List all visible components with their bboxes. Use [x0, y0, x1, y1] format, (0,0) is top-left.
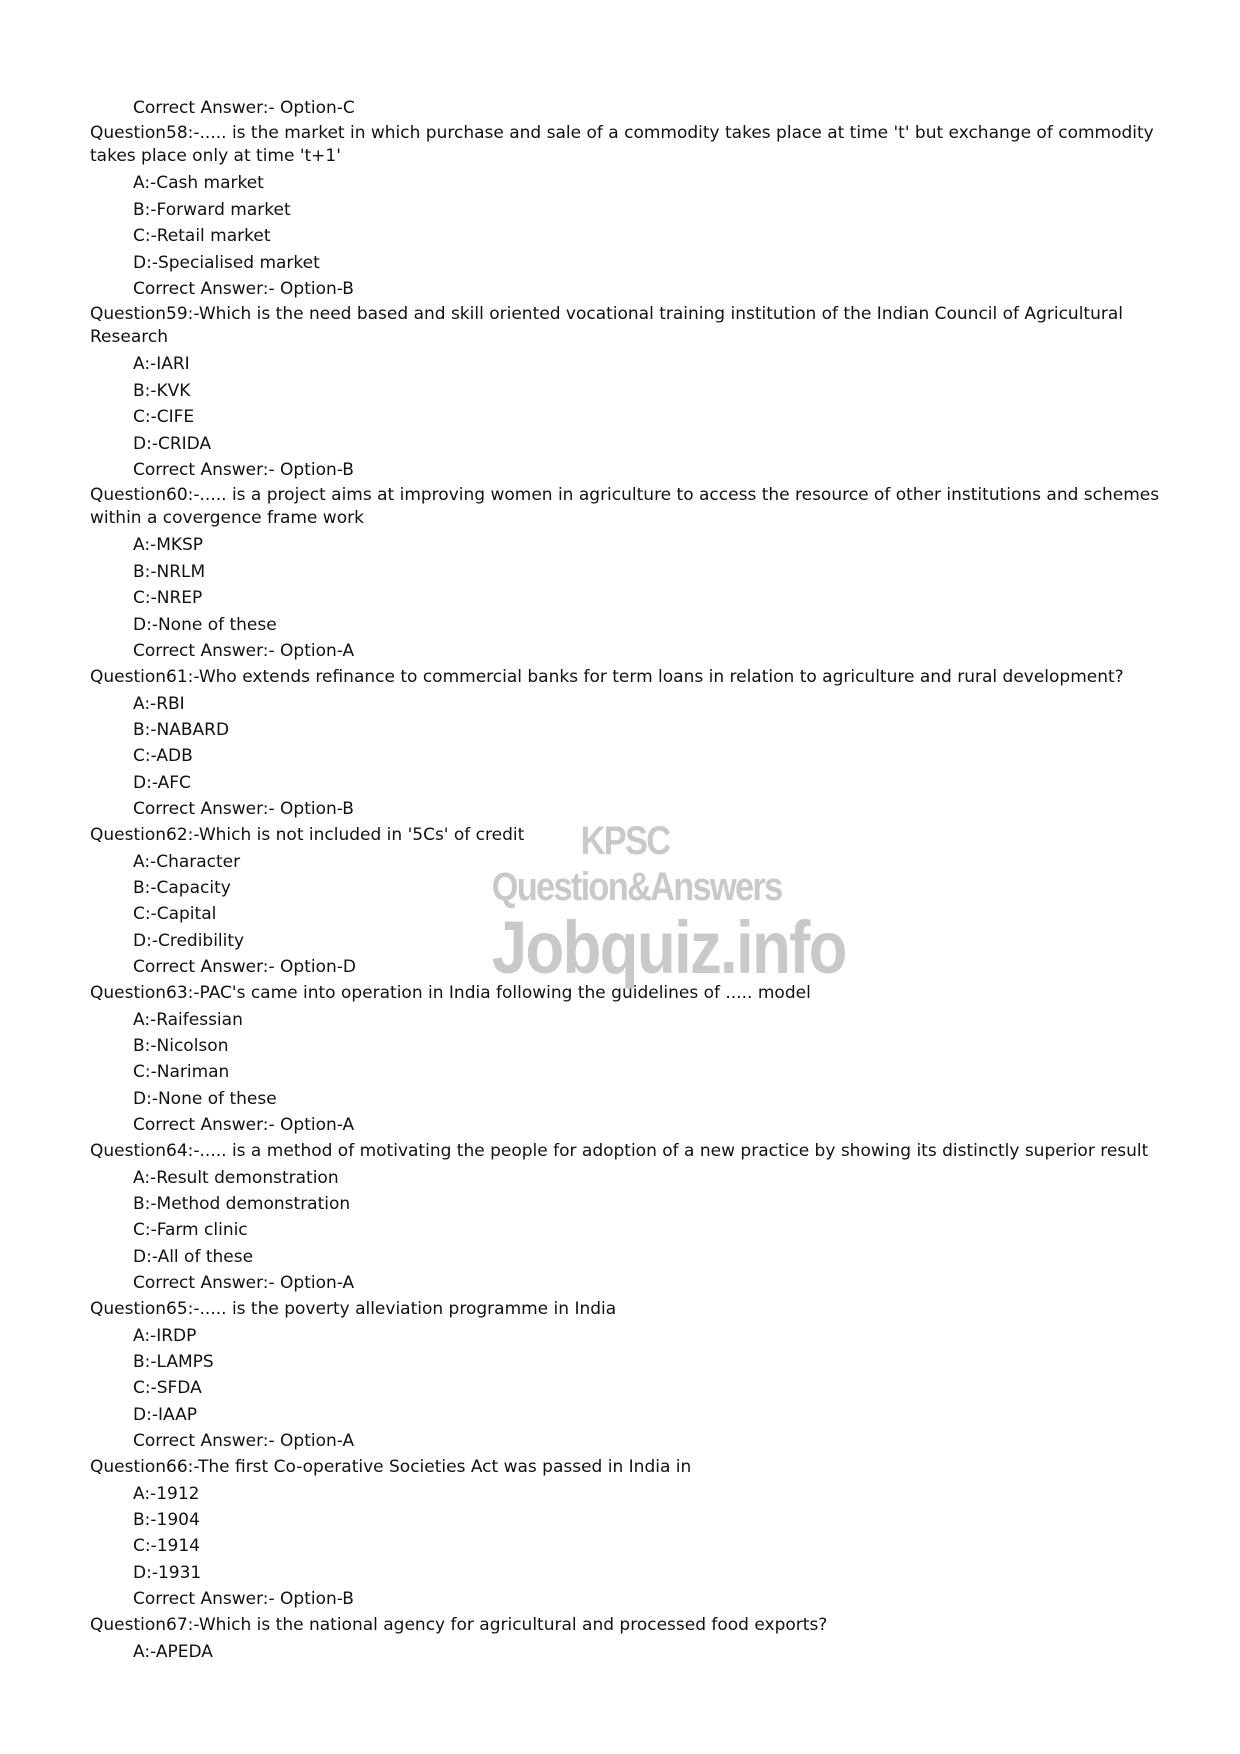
option-c: C:-Nariman	[133, 1062, 230, 1083]
correct-answer: Correct Answer:- Option-A	[133, 1115, 355, 1136]
option-d: D:-None of these	[133, 1088, 277, 1109]
option-d: D:-Credibility	[133, 930, 245, 951]
option-a: A:-Raifessian	[133, 1009, 243, 1030]
option-a: A:-IARI	[133, 354, 190, 375]
option-a: A:-MKSP	[133, 535, 204, 556]
question-text: Question66:-The first Co-operative Societies Act was passed in India in	[90, 1456, 692, 1477]
correct-answer: Correct Answer:- Option-B	[133, 279, 354, 300]
option-c: C:-SFDA	[133, 1378, 202, 1399]
question-text: Question58:-..... is the market in which purchase and sale of a commodity takes place at time 't' but exchange of commodity takes place only at time 't+1'	[90, 123, 1154, 167]
question-text: Question59:-Which is the need based and skill oriented vocational training institution of the Indian Council of Agricultural Research	[90, 304, 1123, 348]
option-d: D:-All of these	[133, 1246, 254, 1267]
option-c: C:-Retail market	[133, 226, 271, 247]
option-a: A:-Character	[133, 851, 241, 872]
correct-answer: Correct Answer:- Option-A	[133, 1431, 355, 1452]
watermark-line1: KPSC Question&Answers	[491, 819, 782, 909]
option-c: C:-Capital	[133, 904, 217, 925]
question-text: Question64:-..... is a method of motivating the people for adoption of a new practice by showing its distinctly superior result	[90, 1140, 1149, 1161]
option-a: A:-Cash market	[133, 173, 264, 194]
option-a: A:-APEDA	[133, 1641, 213, 1662]
option-b: B:-KVK	[133, 380, 191, 401]
option-b: B:-Capacity	[133, 877, 231, 898]
option-d: D:-1931	[133, 1562, 202, 1583]
option-b: B:-Forward market	[133, 199, 291, 220]
question-text: Question61:-Who extends refinance to commercial banks for term loans in relation to agriculture and rural development?	[90, 666, 1124, 687]
question-text: Question63:-PAC's came into operation in India following the guidelines of ..... model	[90, 982, 811, 1003]
option-b: B:-Method demonstration	[133, 1194, 351, 1214]
option-b: B:-LAMPS	[133, 1352, 214, 1373]
correct-answer: Correct Answer:- Option-B	[133, 1589, 354, 1610]
question-page	[90, 95, 1170, 1665]
option-d: D:-IAAP	[133, 1404, 197, 1425]
correct-answer: Correct Answer:- Option-A	[133, 641, 355, 662]
question-text: Question65:-..... is the poverty alleviation programme in India	[90, 1298, 617, 1319]
option-c: C:-ADB	[133, 746, 193, 767]
option-c: C:-1914	[133, 1536, 200, 1557]
option-d: D:-None of these	[133, 614, 277, 635]
correct-answer: Correct Answer:- Option-B	[133, 460, 354, 481]
correct-answer: Correct Answer:- Option-D	[133, 957, 356, 978]
question-text: Question62:-Which is not included in '5Cs' of credit	[90, 824, 525, 845]
option-d: D:-CRIDA	[133, 433, 212, 454]
option-c: C:-CIFE	[133, 407, 195, 428]
option-d: D:-Specialised market	[133, 252, 320, 273]
question-text: Question67:-Which is the national agency for agricultural and processed food exports?	[90, 1614, 828, 1635]
correct-answer: Correct Answer:- Option-B	[133, 799, 354, 820]
option-a: A:-RBI	[133, 693, 185, 714]
correct-answer: Correct Answer:- Option-C	[133, 98, 355, 118]
option-a: A:-1912	[133, 1483, 200, 1504]
option-b: B:-NRLM	[133, 561, 206, 582]
option-d: D:-AFC	[133, 772, 191, 793]
option-c: C:-NREP	[133, 588, 203, 609]
option-b: B:-NABARD	[133, 719, 230, 740]
option-b: B:-1904	[133, 1510, 200, 1531]
option-a: A:-Result demonstration	[133, 1167, 339, 1188]
option-b: B:-Nicolson	[133, 1035, 229, 1056]
option-a: A:-IRDP	[133, 1325, 197, 1346]
watermark-line2: Jobquiz.info	[491, 906, 846, 989]
question-text: Question60:-..... is a project aims at improving women in agriculture to access the resource of other institutions and schemes within a covergence frame work	[90, 485, 1160, 529]
option-c: C:-Farm clinic	[133, 1220, 248, 1241]
correct-answer: Correct Answer:- Option-A	[133, 1273, 355, 1294]
